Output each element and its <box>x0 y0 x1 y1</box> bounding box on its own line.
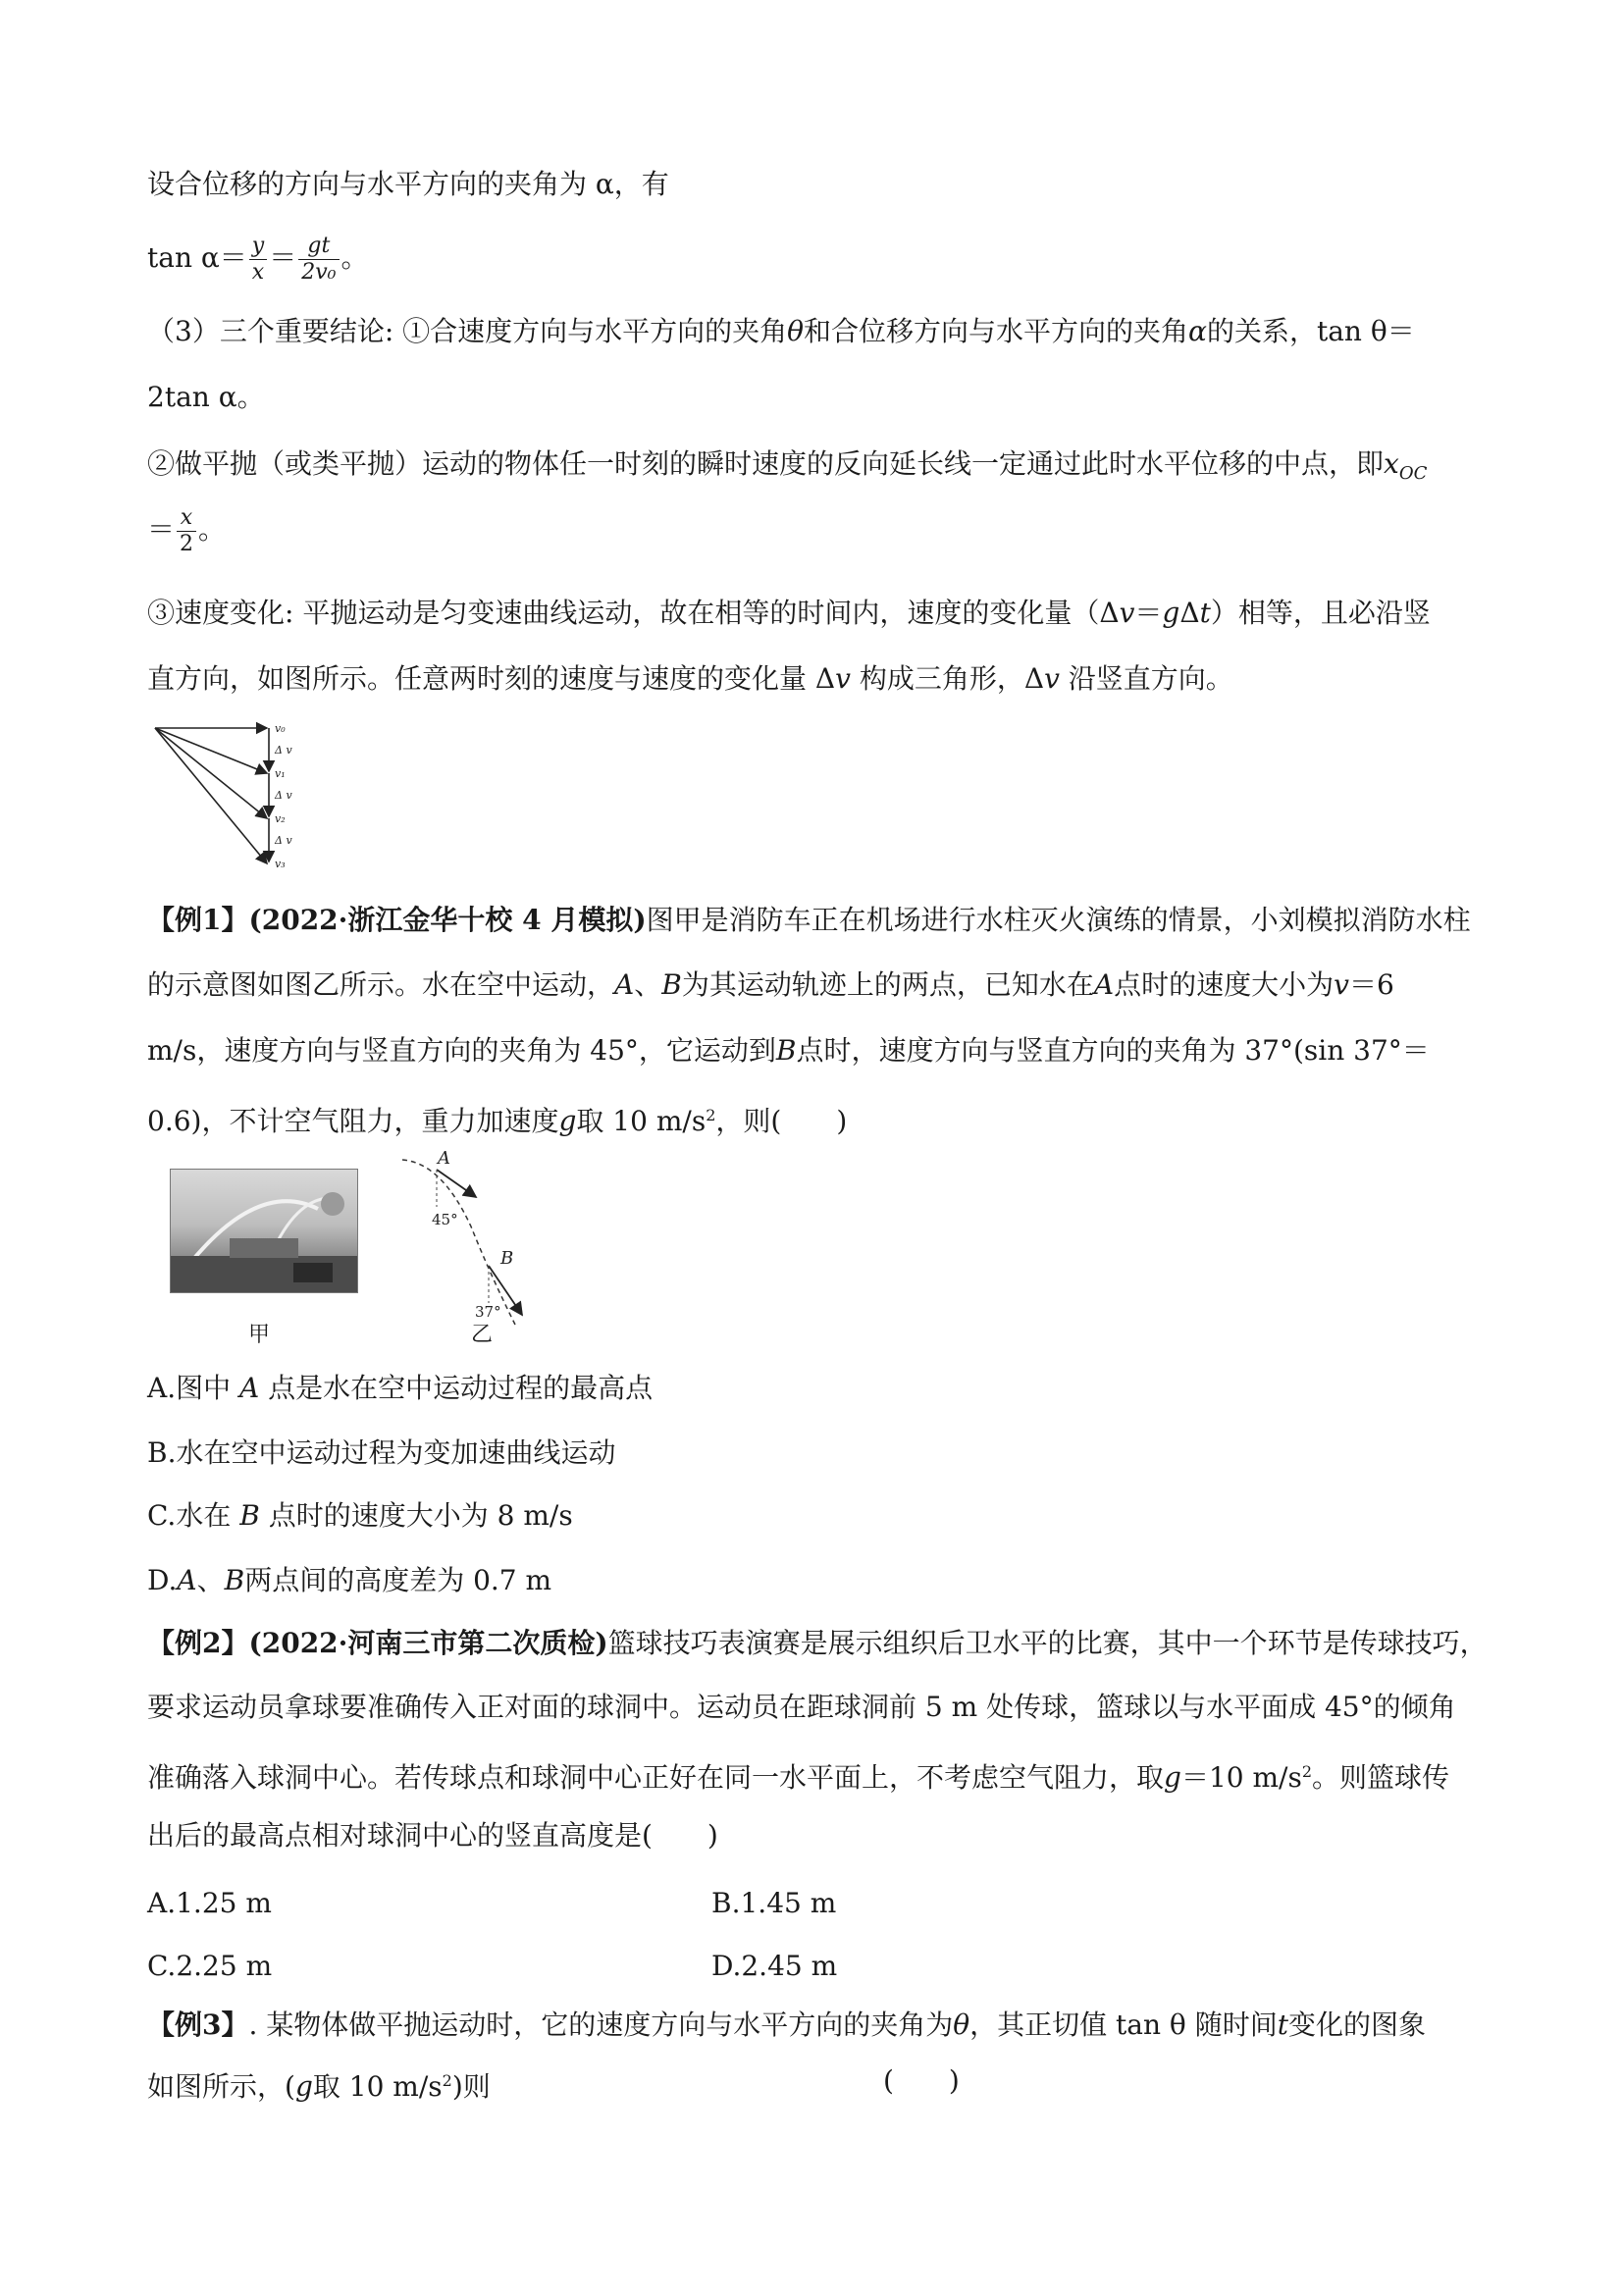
conclusion-2-formula: ＝ $\frac{x}{2}$ 。 <box>147 505 227 556</box>
example-2-line-2: 要求运动员拿球要准确传入正对面的球洞中。运动员在距球洞前 5 m 处传球，篮球以与水平面成 45°的倾角 <box>147 1691 1456 1723</box>
fire-truck-photo <box>170 1169 358 1293</box>
example-1-line-4: 0.6)，不计空气阻力，重力加速度g取 10 $m/s^2$，则( ) <box>147 1105 848 1137</box>
fraction-gt-over-2v0: $\frac{gt}{\text{2v₀}}$ <box>298 234 339 286</box>
conclusion-2-line: ②做平抛（或类平抛）运动的物体任一时刻的瞬时速度的反向延长线一定通过此时水平位移的中点，即$x_{OC}$ <box>147 447 1428 484</box>
velocity-change-line-2: 直方向，如图所示。任意两时刻的速度与速度的变化量 Δv 构成三角形，Δv 沿竖直方向。 <box>147 662 1233 695</box>
velocity-vector-diagram <box>147 718 314 885</box>
angle-37-label: 37° <box>475 1303 501 1321</box>
label-v3: v₃ <box>275 858 286 870</box>
example-1-line-1: 【例1】(2022·浙江金华十校 4 月模拟)图甲是消防车正在机场进行水柱灭火演练的情景，小刘模拟消防水柱 <box>147 904 1471 936</box>
example-2-options-row-1 <box>147 1884 837 1923</box>
example-2-option-a: A.1.25 m <box>147 1887 272 1919</box>
example-1-option-b: B.水在空中运动过程为变加速曲线运动 <box>147 1436 616 1469</box>
example-3-line-2: 如图所示，(g取 10 $m/s^2$)则 ( ) <box>147 2061 491 2107</box>
label-v2: v₂ <box>275 812 286 825</box>
fraction-x-over-2: $\frac{x}{2}$ <box>177 505 196 557</box>
velocity-at-A <box>437 1170 476 1197</box>
example-2-option-b: B.1.45 m <box>711 1887 837 1919</box>
label-v0: v₀ <box>275 722 286 735</box>
vector-v2 <box>155 728 267 818</box>
trajectory-diagram <box>393 1148 550 1334</box>
example-1-option-c: C.水在 B 点时的速度大小为 8 m/s <box>147 1499 573 1532</box>
velocity-change-line: ③速度变化: 平抛运动是匀变速曲线运动，故在相等的时间内，速度的变化量（Δv＝gΔt）相等，且必沿竖 <box>147 597 1431 629</box>
example-2-line-1: 【例2】(2022·河南三市第二次质检)篮球技巧表演赛是展示组织后卫水平的比赛，其中一个环节是传球技巧， <box>147 1627 1488 1659</box>
angle-45-label: 45° <box>432 1211 458 1228</box>
label-dv-2: Δ v <box>275 789 292 802</box>
paragraph-line-1: 设合位移的方向与水平方向的夹角为 α，有 <box>147 168 669 200</box>
label-v1: v₁ <box>275 767 286 780</box>
example-2-line-4: 出后的最高点相对球洞中心的竖直高度是( ) <box>147 1819 718 1852</box>
caption-yi: 乙 <box>471 1323 494 1347</box>
example-3-line-1: 【例3】. 某物体做平抛运动时，它的速度方向与水平方向的夹角为θ，其正切值 tan θ 随时间t变化的图象 <box>147 2009 1426 2041</box>
example-2-option-c: C.2.25 m <box>147 1950 273 1982</box>
example-2-option-d: D.2.45 m <box>711 1950 838 1982</box>
example-2-line-3: 准确落入球洞中心。若传球点和球洞中心正好在同一水平面上，不考虑空气阻力，取g＝10 $m/s^2$。则篮球传 <box>147 1761 1450 1794</box>
conclusion-3-line-2: 2tan α。 <box>147 381 265 413</box>
label-dv-1: Δ v <box>275 744 292 757</box>
caption-jia: 甲 <box>248 1323 271 1347</box>
example-1-option-a: A.图中 A 点是水在空中运动过程的最高点 <box>147 1372 654 1404</box>
example-1-line-3: m/s，速度方向与竖直方向的夹角为 45°，它运动到B点时，速度方向与竖直方向的夹角为 37°(sin 37°＝ <box>147 1034 1430 1067</box>
example-1-option-d: D.A、B两点间的高度差为 0.7 m <box>147 1564 552 1596</box>
conclusion-3-line: （3）三个重要结论: ①合速度方向与水平方向的夹角θ和合位移方向与水平方向的夹角α的关系，tan θ＝ <box>147 315 1415 347</box>
point-A-label: A <box>438 1148 450 1169</box>
tan-alpha-formula: tan α＝ $\frac{y}{x}$ ＝ $\frac{gt}{\text{2v₀}}$ 。 <box>147 234 369 285</box>
vector-v1 <box>155 728 267 773</box>
example-2-options-row-2 <box>147 1947 838 1986</box>
fraction-y-over-x: $\frac{y}{x}$ <box>249 234 267 286</box>
example-1-line-2: 的示意图如图乙所示。水在空中运动，A、B为其运动轨迹上的两点，已知水在A点时的速度大小为v＝6 <box>147 968 1394 1001</box>
label-dv-3: Δ v <box>275 834 292 847</box>
vector-v3 <box>155 728 267 863</box>
point-B-label: B <box>500 1248 514 1269</box>
answer-parentheses: ( ) <box>883 2064 960 2097</box>
